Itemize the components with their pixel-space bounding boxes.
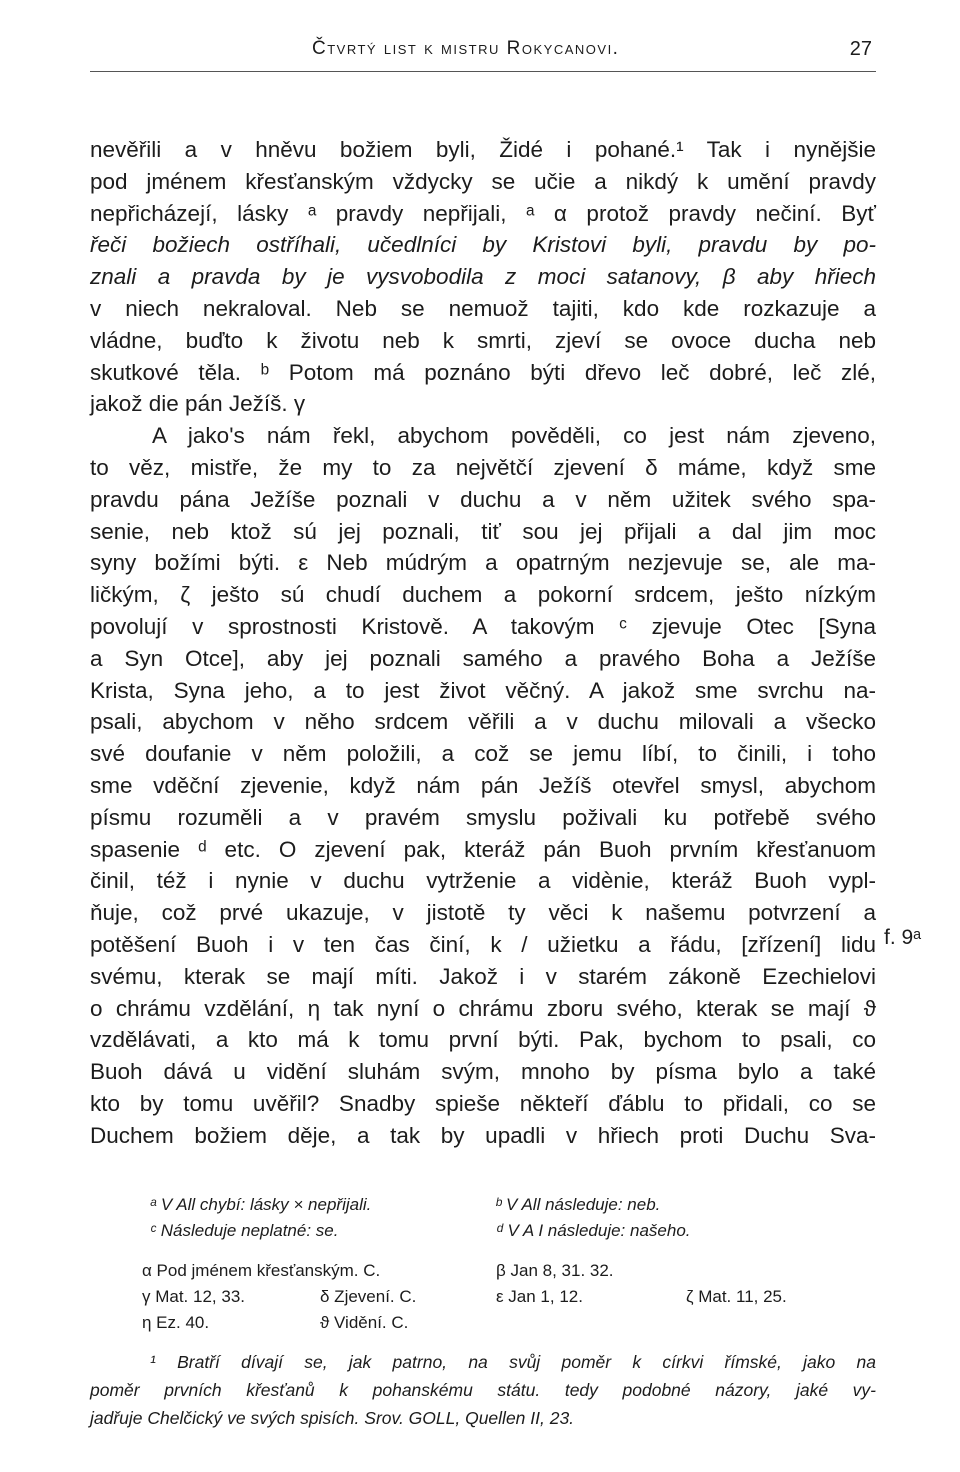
body-line: písmu rozuměli a v pravém smyslu poživali ku potřebě svého: [90, 804, 876, 830]
body-line: vzdělávati, a kto má k tomu první býti. Pak, bychom to psali, co: [90, 1027, 876, 1053]
folio-margin-note: f. 9ᵃ: [884, 926, 921, 949]
footnote-b: ᵇ V All následuje: neb.: [496, 1195, 661, 1214]
footnote-zeta: ζ Mat. 11, 25.: [686, 1287, 787, 1306]
body-line: syny božími býti. ε Neb múdrým a opatrným nezjevuje se, ale ma-: [90, 550, 876, 576]
footnote-c: ᶜ Následuje neplatné: se.: [150, 1221, 339, 1240]
running-title: Čtvrtý list k mistru Rokycanovi.: [312, 38, 620, 59]
page-number: 27: [849, 38, 872, 60]
body-line: své doufanie v něm položili, a což se jemu líbí, to činili, i toho: [90, 741, 876, 767]
body-line: pravdu pána Ježíše poznali v duchu a v něm užitek svého spa-: [90, 486, 876, 512]
body-line: povolují v sprostnosti Kristově. A takovým ᶜ zjevuje Otec [Syna: [90, 613, 876, 639]
footnote-epsilon: ε Jan 1, 12.: [496, 1287, 583, 1306]
footnote-eta: η Ez. 40.: [142, 1313, 210, 1332]
footnote-row: [142, 1310, 876, 1336]
footnote-1-line: poměr prvních křesťanů k pohanskému státu. tedy podobné názory, jaké vy-: [90, 1380, 876, 1400]
footnote-delta: δ Zjevení. C.: [320, 1287, 417, 1306]
body-line: senie, neb ktož sú jej poznali, tiť sou jej přijali a dal jim moc: [90, 518, 876, 544]
footnote-d: ᵈ V A I následuje: našeho.: [496, 1221, 691, 1240]
body-line: ličkým, ζ ješto sú chudí duchem a pokorní srdcem, ješto nízkým: [90, 582, 876, 608]
body-line: sme vděční zjevenie, když nám pán Ježíš otevřel smysl, abychom: [90, 772, 876, 798]
body-line: Buoh dává u vidění sluhám svým, mnoho by písma bylo a také: [90, 1059, 876, 1085]
header-rule: [90, 71, 876, 72]
body-line: A jako's nám řekl, abychom pověděli, co jest nám zjeveno,: [152, 423, 876, 449]
body-line: psali, abychom v něho srdcem věřili a v duchu milovali a všecko: [90, 709, 876, 735]
page-header: [90, 38, 876, 74]
footnote-theta: ϑ Vidění. C.: [320, 1313, 409, 1332]
body-line: v niech nekraloval. Neb se nemuož tajiti, kdo kde rozkazuje a: [90, 295, 876, 321]
body-line: nevěřili a v hněvu božiem byli, Židé i pohané.¹ Tak i nynějšie: [90, 137, 876, 162]
body-line: ňuje, což prvé ukazuje, v jistotě ty věci k našemu potvrzení a: [90, 900, 876, 926]
body-line: nepřicházejí, lásky ᵃ pravdy nepřijali, ᵃ α protož pravdy nečiní. Byť: [90, 200, 876, 226]
footnote-1: [90, 1348, 876, 1432]
body-line: Krista, Syna jeho, a to jest život věčný. A jakož sme svrchu na-: [90, 677, 876, 703]
body-line: činil, též i nynie v duchu vytrženie a vidènie, kteráž Buoh vypl-: [90, 868, 876, 894]
body-line: to věz, mistře, že my to za největčí zjevení δ máme, když sme: [90, 454, 876, 480]
footnote-1-line: jadřuje Chelčický ve svých spisích. Srov. GOLL, Quellen II, 23.: [90, 1408, 575, 1428]
body-line: a Syn Otce], aby jej poznali samého a pravého Boha a Ježíše: [90, 645, 876, 671]
footnote-row: [150, 1218, 876, 1244]
body-line: vládne, buďto k životu neb k smrti, zjeví se ovoce ducha neb: [90, 327, 876, 353]
body-line: znali a pravda by je vysvobodila z moci satanovy, β aby hřiech: [90, 264, 876, 290]
body-text: [90, 134, 876, 1152]
body-line: potěšení Buoh i v ten čas činí, k / užietku a řádu, [zřízení] lidu: [90, 931, 876, 957]
footnote-row: [142, 1284, 876, 1310]
body-line: spasenie ᵈ etc. O zjevení pak, kteráž pán Buoh prvním křesťanuom: [90, 836, 876, 862]
footnote-row: [142, 1258, 876, 1284]
body-line: kto by tomu uvěřil? Snadby spieše někteří ďáblu to přidali, co se: [90, 1090, 876, 1116]
footnote-alpha: α Pod jménem křesťanským. C.: [142, 1261, 381, 1280]
footnote-1-line: ¹ Bratří dívají se, jak patrno, na svůj poměr k církvi římské, jako na: [150, 1352, 876, 1372]
body-line: svému, kterak se mají míti. Jakož i v starém zákoně Ezechielovi: [90, 963, 876, 989]
body-line: řeči božiech ostříhali, učedlníci by Kristovi byli, pravdu by po-: [90, 232, 876, 258]
footnote-beta: β Jan 8, 31. 32.: [496, 1261, 614, 1280]
body-line: jakož die pán Ježíš. γ: [90, 391, 306, 417]
body-line: Duchem božiem děje, a tak by upadli v hřiech proti Duchu Sva-: [90, 1122, 876, 1148]
footnote-row: [150, 1192, 876, 1218]
body-line: skutkové těla. ᵇ Potom má poznáno býti dřevo leč dobré, leč zlé,: [90, 359, 876, 385]
body-line: o chrámu vzdělání, η tak nyní o chrámu zboru svého, kterak se mají ϑ: [90, 995, 876, 1021]
body-line: pod jménem křesťanským vždycky se učie a nikdý k umění pravdy: [90, 168, 876, 194]
footnote-a: ᵃ V All chybí: lásky × nepřijali.: [150, 1195, 372, 1214]
footnote-gamma: γ Mat. 12, 33.: [142, 1287, 245, 1306]
apparatus-footnotes: [142, 1192, 876, 1336]
